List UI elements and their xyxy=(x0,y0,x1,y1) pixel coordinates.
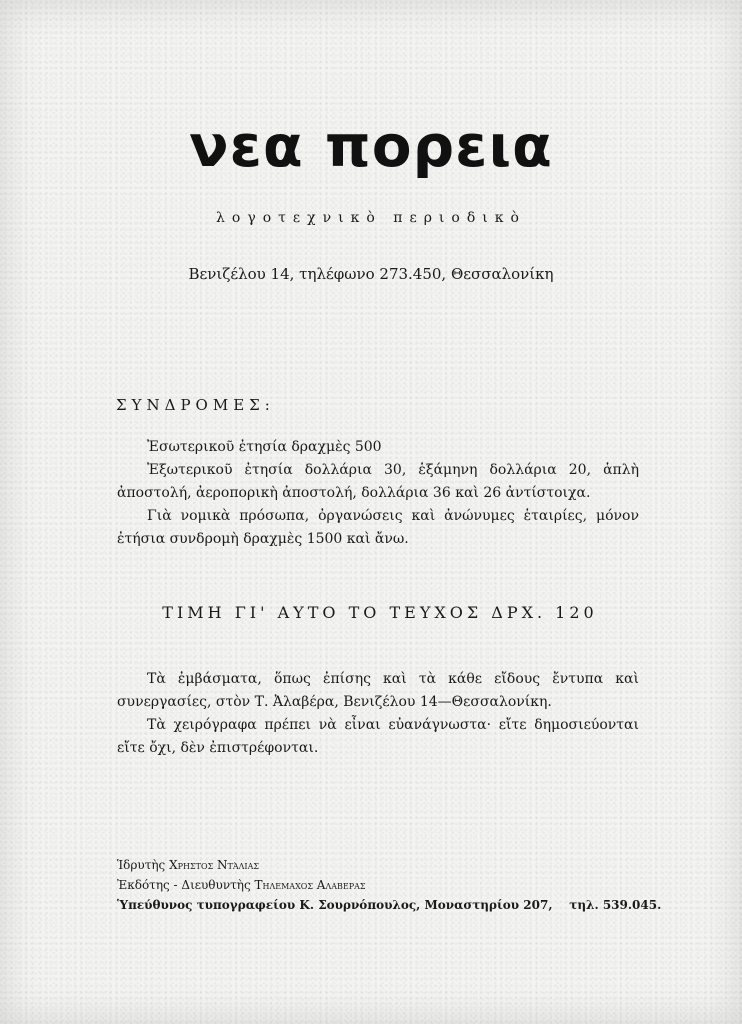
printer-phone: τηλ. 539.045. xyxy=(569,898,662,912)
credit-printer xyxy=(117,895,661,915)
subscription-legal-entities: Γιὰ νομικὰ πρόσωπα, ὀργανώσεις καὶ ἀνώνυμες ἑταιρίες, μόνον ἐτήσια συνδρομὴ δραχμὲς 1500 καὶ ἄνω. xyxy=(117,508,639,547)
founder-label: Ἱδρυτὴς xyxy=(117,858,166,872)
credits-block xyxy=(117,855,661,915)
subscriptions-block xyxy=(117,436,639,551)
credit-founder xyxy=(117,855,661,875)
subscriptions-heading: ΣΥΝΔΡΟΜΕΣ: xyxy=(116,396,275,414)
notices-block xyxy=(117,668,639,760)
printer-line: Ὑπεύθυνος τυπογραφείου Κ. Σουρνόπουλος, Μοναστηρίου 207, xyxy=(117,898,553,912)
subtitle: λογοτεχνικὸ περιοδικὸ xyxy=(216,210,526,226)
subscription-abroad: Ἐξωτερικοῦ ἐτησία δολλάρια 30, ἑξάμηνη δολλάρια 20, ἁπλὴ ἀποστολή, ἀεροπορικὴ ἀποστολή, δολλάρια 36 καὶ 26 ἀντίστοιχα. xyxy=(117,462,639,501)
publisher-label: Ἐκδότης - Διευθυντὴς xyxy=(117,878,251,892)
notice-remittances: Τὰ ἐμβάσματα, ὅπως ἐπίσης καὶ τὰ κάθε εἴδους ἔντυπα καὶ συνεργασίες, στὸν Τ. Ἀλαβέρα, Βενιζέλου 14—Θεσσαλονίκη. xyxy=(117,671,639,710)
founder-name: Χρηστος Ντάλιας xyxy=(169,858,260,872)
publisher-name: Τηλεμαχος Αλαβερας xyxy=(254,878,366,892)
credit-publisher xyxy=(117,875,661,895)
subscription-domestic: Ἐσωτερικοῦ ἐτησία δραχμὲς 500 xyxy=(147,439,382,455)
address-line: Βενιζέλου 14, τηλέφωνο 273.450, Θεσσαλονίκη xyxy=(188,265,554,283)
notice-manuscripts: Τὰ χειρόγραφα πρέπει νὰ εἶναι εὐανάγνωστα· εἴτε δημοσιεύονται εἴτε ὄχι, δὲν ἐπιστρέφονται. xyxy=(117,717,639,756)
masthead-logo: νεα πορεια xyxy=(189,112,553,180)
issue-price: ΤΙΜΗ ΓΙ' ΑΥΤΟ ΤΟ ΤΕΥΧΟΣ ΔΡΧ. 120 xyxy=(162,603,598,622)
